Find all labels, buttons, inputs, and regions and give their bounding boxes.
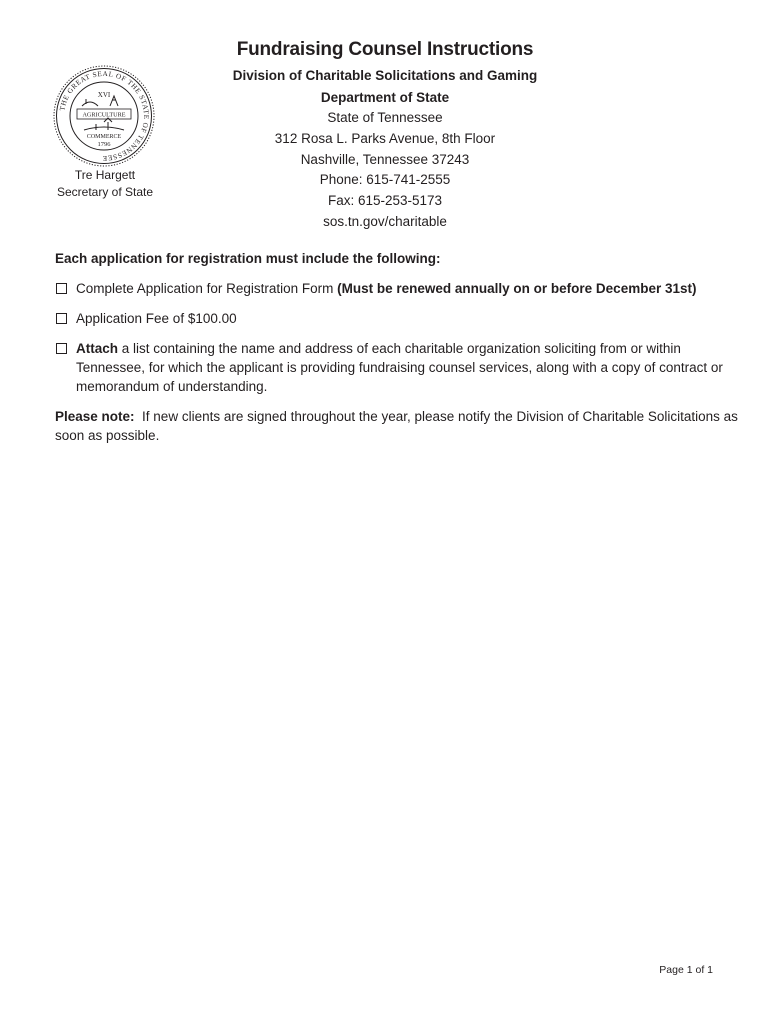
fax-line: Fax: 615-253-5173: [327, 193, 443, 209]
checkbox[interactable]: [56, 313, 67, 324]
page-number: Page 1 of 1: [659, 964, 713, 976]
address-line: State of Tennessee: [327, 110, 443, 125]
item-text: Application Fee of $100.00: [76, 311, 237, 326]
seal-year: 1796: [97, 141, 111, 148]
note-label: Please note:: [55, 409, 135, 424]
address-line: Nashville, Tennessee 37243: [300, 151, 470, 167]
checklist-item: [55, 339, 745, 396]
seal-agriculture: AGRICULTURE: [82, 111, 126, 119]
item-bold-text: (Must be renewed annually on or before December 31st): [337, 281, 697, 296]
tennessee-seal-icon: [52, 64, 156, 168]
checklist-item: [55, 309, 745, 328]
phone-line: Phone: 615-741-2555: [319, 172, 451, 188]
item-text: Complete Application for Registration Form: [76, 281, 334, 296]
requirements-lead: Each application for registration must include the following:: [55, 251, 441, 266]
website-line: sos.tn.gov/charitable: [323, 213, 447, 229]
checkbox[interactable]: [56, 283, 67, 294]
item-text: a list containing the name and address of each charitable organization soliciting from or within Tennessee, for which the applicant is providing fundraising counsel services, along with a copy of contract or memorandum of understanding.: [76, 341, 723, 394]
page-title: Fundraising Counsel Instructions: [236, 39, 534, 60]
note-paragraph: [55, 407, 745, 445]
document-header: [160, 36, 610, 233]
seal-commerce: COMMERCE: [86, 134, 122, 140]
checklist-item: [55, 279, 745, 298]
official-name: Tre Hargett: [74, 168, 136, 182]
item-bold-text: Attach: [76, 341, 119, 356]
seal-roman: XVI: [97, 91, 111, 99]
seal-ring-text: THE GREAT SEAL OF THE STATE OF TENNESSEE: [58, 69, 151, 163]
official-block: [40, 167, 170, 201]
address-line: 312 Rosa L. Parks Avenue, 8th Floor: [274, 130, 496, 146]
official-title: Secretary of State: [56, 185, 154, 199]
requirements-section: [55, 249, 745, 445]
division-name: Division of Charitable Solicitations and Gaming: [232, 68, 538, 83]
department-name: Department of State: [320, 90, 450, 105]
checkbox[interactable]: [56, 343, 67, 354]
note-text: If new clients are signed throughout the year, please notify the Division of Charitable Solicitations as soon as possible.: [55, 409, 738, 443]
